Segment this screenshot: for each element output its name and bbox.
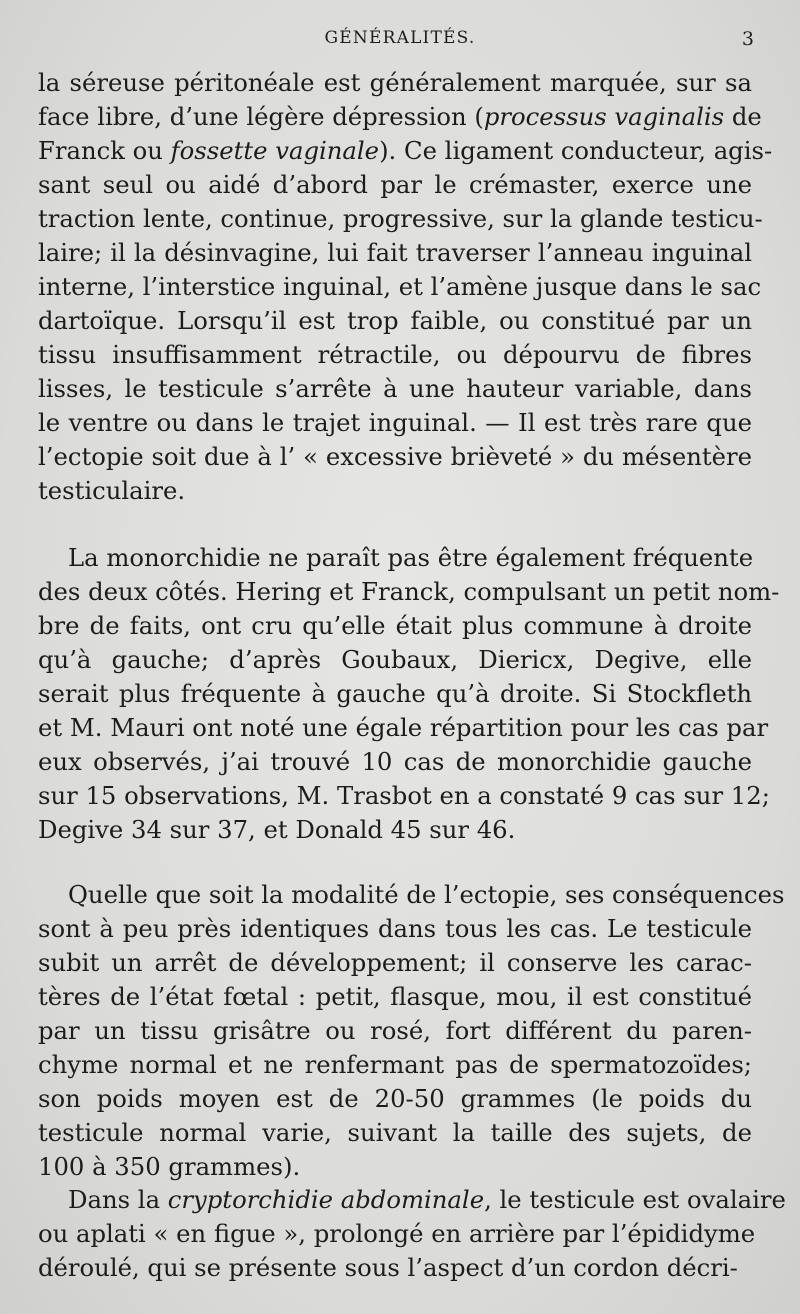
text-line: testicule normal varie, suivant la taille des sujets, de [38,1118,752,1147]
text-line: le ventre ou dans le trajet inguinal. — Il est très rare que [38,408,752,437]
text-line: testiculaire. [38,476,186,505]
italic-term: processus vaginalis [483,102,725,131]
text-line: 100 à 350 grammes). [38,1152,301,1181]
text-line: Degive 34 sur 37, et Donald 45 sur 46. [38,815,516,844]
page-header [0,26,800,58]
italic-term: fossette vaginale [170,136,380,165]
text-line: lisses, le testicule s’arrête à une hauteur variable, dans [38,374,752,403]
text-line: sur 15 observations, M. Trasbot en a constaté 9 cas sur 12; [38,781,770,810]
running-title: GÉNÉRALITÉS. [324,28,476,48]
text-line: l’ectopie soit due à l’ « excessive brièveté » du mésentère [38,442,752,471]
text-line: traction lente, continue, progressive, sur la glande testicu- [38,204,763,233]
page-number: 3 [741,28,754,50]
paragraph [38,66,773,508]
text-line: La monorchidie ne paraît pas être également fréquente [68,543,754,572]
text-line: sant seul ou aidé d’abord par le crémaster, exerce une [38,170,752,199]
text-line: ou aplati « en figue », prolongé en arrière par l’épididyme [38,1219,756,1248]
text-line: par un tissu grisâtre ou rosé, fort différent du paren- [38,1016,752,1045]
text-line: dartoïque. Lorsqu’il est trop faible, ou constitué par un [38,306,752,335]
text-line: sont à peu près identiques dans tous les cas. Le testicule [38,914,752,943]
text-line: tissu insuffisamment rétractile, ou dépourvu de fibres [38,340,752,369]
text-line: tères de l’état fœtal : petit, flasque, mou, il est constitué [38,982,752,1011]
italic-term: cryptorchidie abdominale [167,1185,485,1214]
text-line: qu’à gauche; d’après Goubaux, Diericx, Degive, elle [38,645,752,674]
paragraph [38,541,780,847]
text-line: Quelle que soit la modalité de l’ectopie, ses conséquences [68,880,785,909]
paragraph [38,878,785,1184]
text-line: la séreuse péritonéale est généralement marquée, sur sa [38,68,752,97]
text-line: et M. Mauri ont noté une égale répartition pour les cas par [38,713,769,742]
text-line: subit un arrêt de développement; il conserve les carac- [38,948,752,977]
text-line: Franck ou fossette vaginale). Ce ligament conducteur, agis- [38,136,773,165]
text-line: face libre, d’une légère dépression (processus vaginalis de [38,102,762,131]
text-line: Dans la cryptorchidie abdominale, le testicule est ovalaire [68,1185,786,1214]
text-line: son poids moyen est de 20-50 grammes (le poids du [38,1084,752,1113]
text-line: serait plus fréquente à gauche qu’à droite. Si Stockfleth [38,679,752,708]
text-line: laire; il la désinvagine, lui fait traverser l’anneau inguinal [38,238,752,267]
text-line: eux observés, j’ai trouvé 10 cas de monorchidie gauche [38,747,752,776]
text-line: interne, l’interstice inguinal, et l’amène jusque dans le sac [38,272,762,301]
text-line: déroulé, qui se présente sous l’aspect d’un cordon décri- [38,1253,738,1282]
paragraph [38,1183,786,1285]
text-line: chyme normal et ne renfermant pas de spermatozoïdes; [38,1050,752,1079]
text-line: des deux côtés. Hering et Franck, compulsant un petit nom- [38,577,780,606]
text-line: bre de faits, ont cru qu’elle était plus commune à droite [38,611,752,640]
